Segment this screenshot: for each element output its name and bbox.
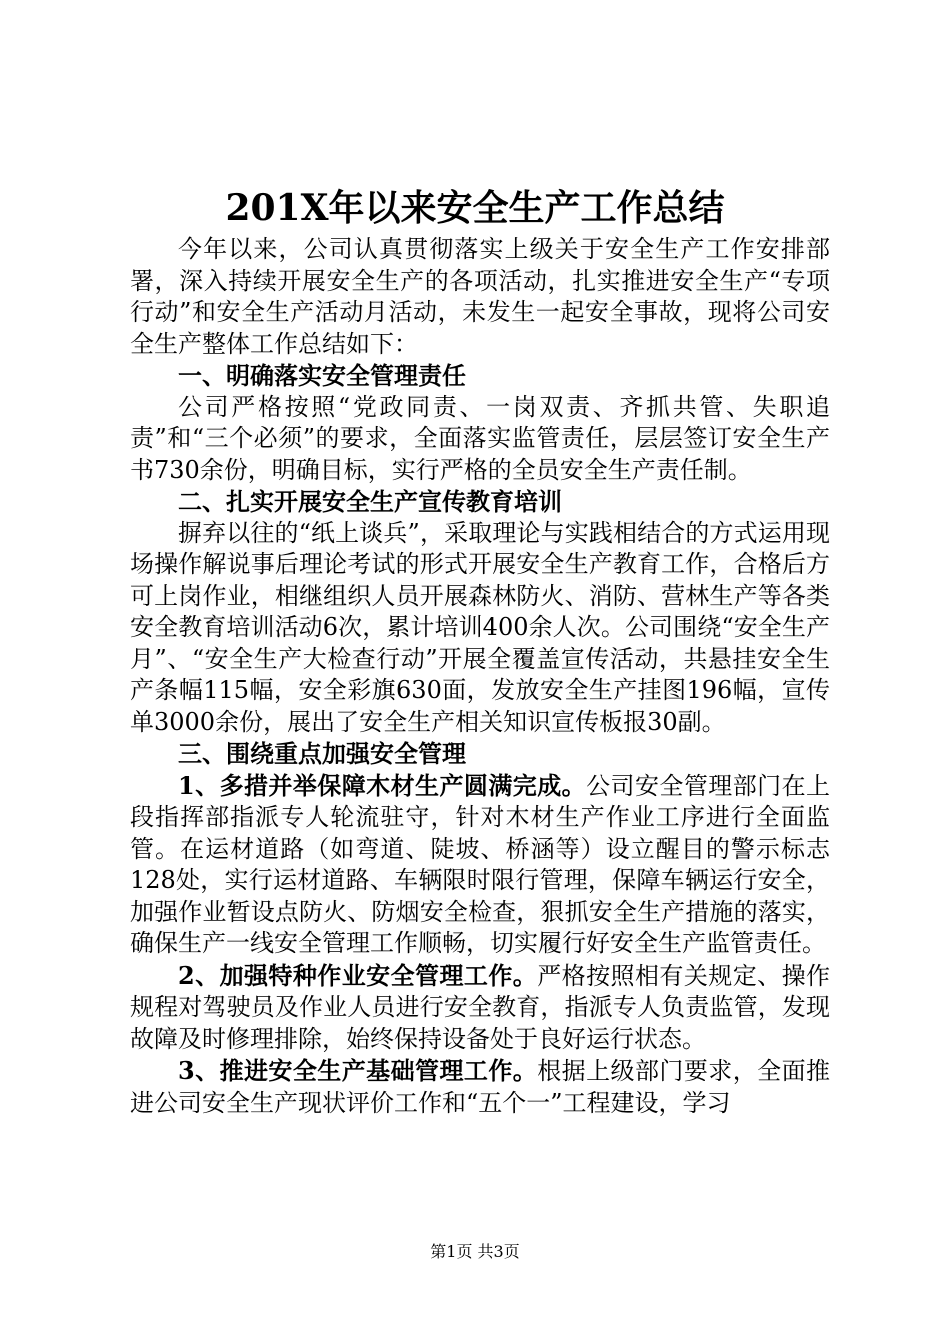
section3-item1-lead: 1、多措并举保障木材生产圆满完成。 [178, 770, 587, 800]
section2-heading: 二、扎实开展安全生产宣传教育培训 [178, 487, 562, 516]
section3-item3-text: 根据上级部门要求，全面推进公司安全生产现状评价工作和“五个一”工程建设，学习 [130, 1057, 830, 1117]
section3-item2-paragraph [130, 960, 830, 1056]
section3-item3-lead: 3、推进安全生产基础管理工作。 [178, 1056, 538, 1085]
document-body [130, 234, 830, 1119]
section3-item1-paragraph [130, 770, 830, 960]
section1-paragraph: 公司严格按照“党政同责、一岗双责、齐抓共管、失职追责”和“三个必须”的要求，全面落实监管责任，层层签订安全生产书730余份，明确目标，实行严格的全员安全生产责任制。 [130, 392, 830, 484]
intro-paragraph: 今年以来，公司认真贯彻落实上级关于安全生产工作安排部署，深入持续开展安全生产的各项活动，扎实推进安全生产“专项行动”和安全生产活动月活动，未发生一起安全事故，现将公司安全生产整体工作总结如下： [130, 235, 830, 358]
section3-item1-text: 公司安全管理部门在上段指挥部指派专人轮流驻守，针对木材生产作业工序进行全面监管。在运材道路（如弯道、陡坡、桥涵等）设立醒目的警示标志128处，实行运材道路、车辆限时限行管理，保障车辆运行安全，加强作业暂设点防火、防烟安全检查，狠抓安全生产措施的落实，确保生产一线安全管理工作顺畅，切实履行好安全生产监管责任。 [130, 771, 831, 957]
section3-item2-lead: 2、加强特种作业安全管理工作。 [178, 960, 538, 990]
section3-item2-text: 严格按照相有关规定、操作规程对驾驶员及作业人员进行安全教育，指派专人负责监管，发现故障及时修理排除，始终保持设备处于良好运行状态。 [130, 961, 830, 1053]
document-title: 201X年以来安全生产工作总结 [225, 187, 725, 229]
section3-heading: 三、围绕重点加强安全管理 [178, 739, 466, 768]
page-footer: 第1页 共3页 [430, 1242, 520, 1261]
section3-item3-paragraph [130, 1055, 830, 1119]
section1-heading: 一、明确落实安全管理责任 [178, 361, 466, 390]
section2-paragraph: 摒弃以往的“纸上谈兵”，采取理论与实践相结合的方式运用现场操作解说事后理论考试的形式开展安全生产教育工作，合格后方可上岗作业，相继组织人员开展森林防火、消防、营林生产等各类安全教育培训活动6次，累计培训400余人次。公司围绕“安全生产月”、“安全生产大检查行动”开展全覆盖宣传活动，共悬挂安全生产条幅115幅，安全彩旗630面，发放安全生产挂图196幅，宣传单3000余份，展出了安全生产相关知识宣传板报30副。 [130, 518, 830, 736]
